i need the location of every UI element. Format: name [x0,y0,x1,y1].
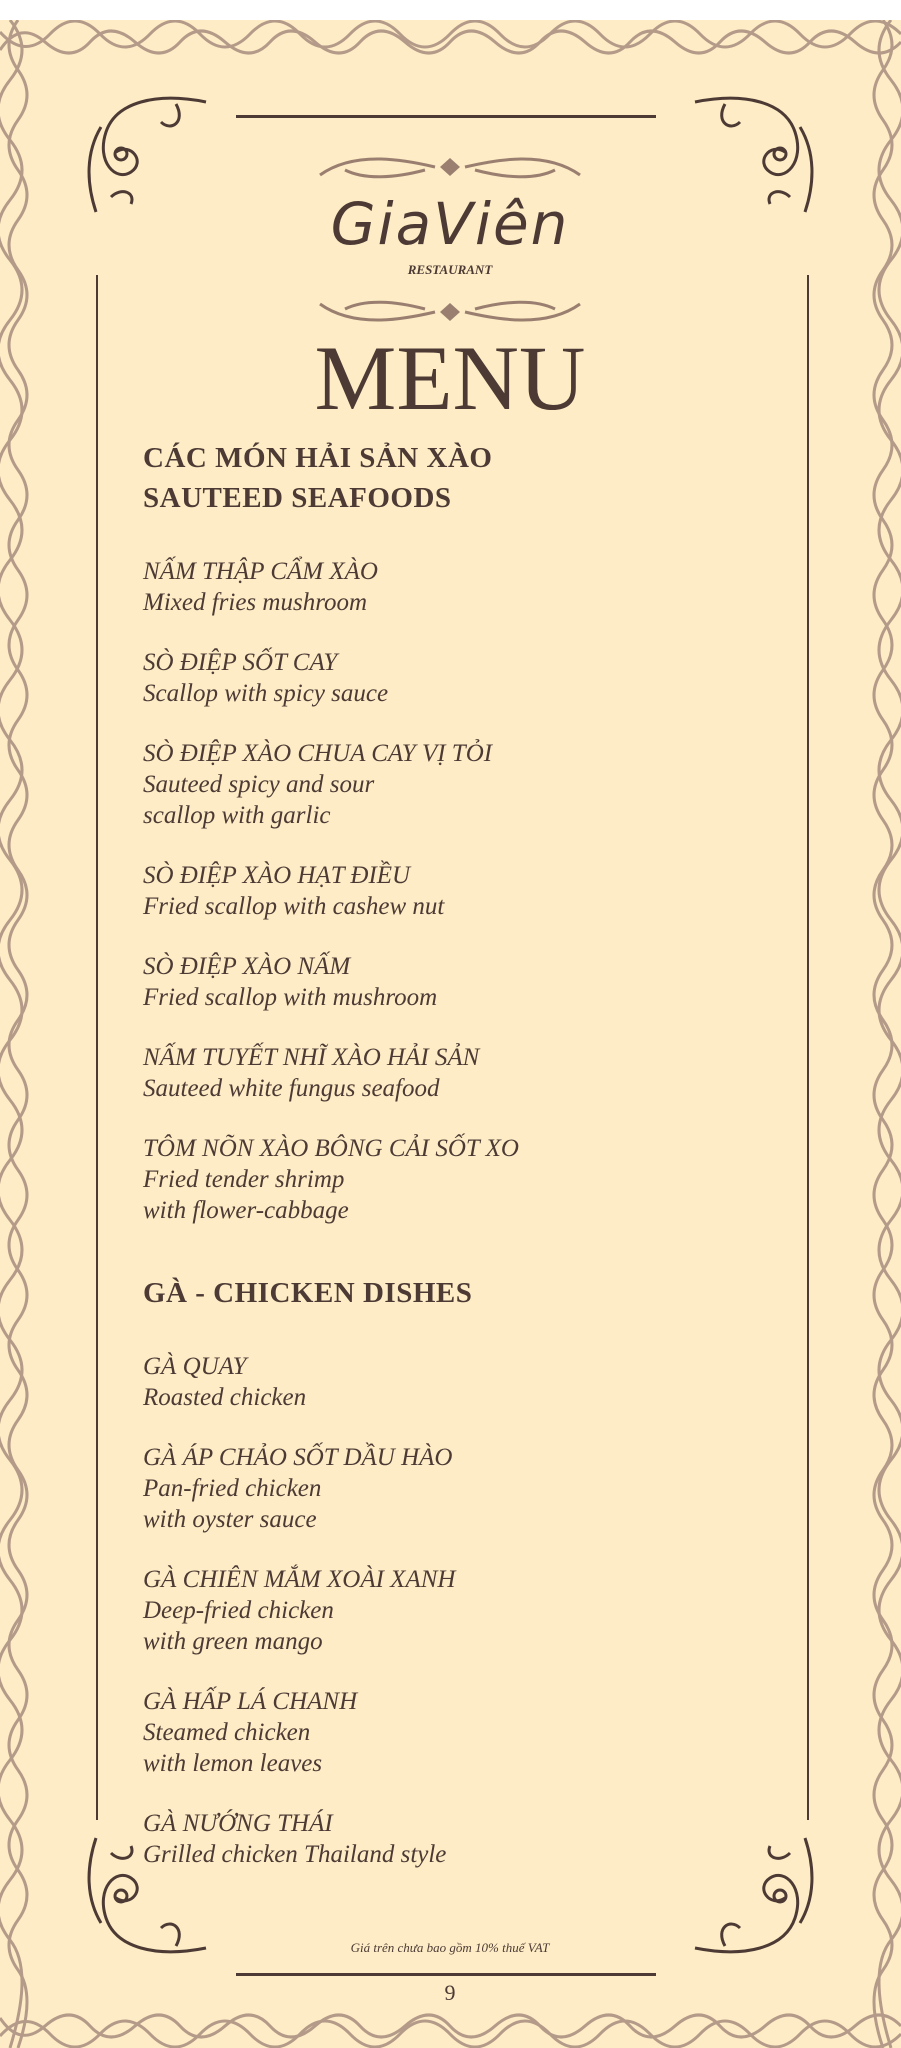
section-chicken-dishes [143,1273,783,1870]
item-name-en: Fried scallop with cashew nut [143,893,445,920]
left-vertical-rule [96,275,98,1820]
section-title-vi: CÁC MÓN HẢI SẢN XÀO [143,442,493,474]
item-name-vi: SÒ ĐIỆP XÀO NẤM [143,953,351,980]
item-name-vi: TÔM NÕN XÀO BÔNG CẢI SỐT XO [143,1135,519,1162]
corner-flourish-top-left [76,92,216,222]
menu-item [143,1564,783,1657]
menu-item [143,738,783,831]
item-name-en: Deep-fried chicken with green mango [143,1597,334,1655]
menu-item [143,556,783,618]
item-name-vi: SÒ ĐIỆP XÀO HẠT ĐIỀU [143,862,411,889]
item-name-vi: SÒ ĐIỆP SỐT CAY [143,649,338,676]
top-rule [236,115,656,118]
menu-item [143,860,783,922]
logo-subtitle: RESTAURANT [407,262,493,277]
item-name-en: Scallop with spicy sauce [143,680,389,707]
right-ornament-border [865,20,901,2048]
logo-wordmark: GiaViên [330,190,570,258]
item-name-en: Steamed chicken with lemon leaves [143,1719,323,1777]
item-name-en: Sauteed white fungus seafood [143,1075,440,1102]
item-name-vi: GÀ HẤP LÁ CHANH [143,1688,358,1715]
corner-flourish-top-right [685,92,825,222]
bottom-rule [236,1973,656,1976]
item-name-vi: NẤM TUYẾT NHĨ XÀO HẢI SẢN [143,1044,480,1071]
menu-item [143,1686,783,1779]
vat-footnote: Giá trên chưa bao gồm 10% thuế VAT [350,1940,550,1955]
menu-item [143,647,783,709]
scroll-ornament-bottom [315,295,585,329]
item-name-en: Roasted chicken [143,1384,307,1411]
menu-item [143,1442,783,1535]
left-ornament-border [0,20,36,2048]
menu-item [143,1351,783,1413]
item-name-en: Pan-fried chicken with oyster sauce [143,1475,322,1533]
menu-title: MENU [314,327,586,429]
menu-item [143,1133,783,1226]
section-title: GÀ - CHICKEN DISHES [143,1277,473,1309]
menu-item [143,951,783,1013]
item-name-vi: GÀ NƯỚNG THÁI [143,1810,333,1837]
menu-item [143,1808,783,1870]
item-name-vi: NẤM THẬP CẨM XÀO [143,558,378,585]
item-name-vi: GÀ ÁP CHẢO SỐT DẦU HÀO [143,1444,453,1471]
item-name-vi: GÀ QUAY [143,1353,247,1380]
item-name-vi: SÒ ĐIỆP XÀO CHUA CAY VỊ TỎI [143,740,493,767]
scroll-ornament-top [315,150,585,184]
menu-page [0,20,901,2048]
item-name-en: Fried scallop with mushroom [143,984,438,1011]
top-ornament-border [0,20,901,64]
menu-content [143,438,783,1870]
page-number: 9 [444,1980,456,2005]
item-name-en: Grilled chicken Thailand style [143,1841,447,1868]
right-vertical-rule [807,275,809,1820]
menu-item [143,1042,783,1104]
item-name-en: Fried tender shrimp with flower-cabbage [143,1166,349,1224]
item-name-en: Mixed fries mushroom [143,589,368,616]
section-sauteed-seafoods [143,438,783,1226]
item-name-en: Sauteed spicy and sour scallop with garlic [143,771,375,829]
bottom-ornament-border [0,2004,901,2048]
restaurant-logo [300,150,600,340]
section-title-en: SAUTEED SEAFOODS [143,482,452,514]
item-name-vi: GÀ CHIÊN MẮM XOÀI XANH [143,1566,456,1593]
